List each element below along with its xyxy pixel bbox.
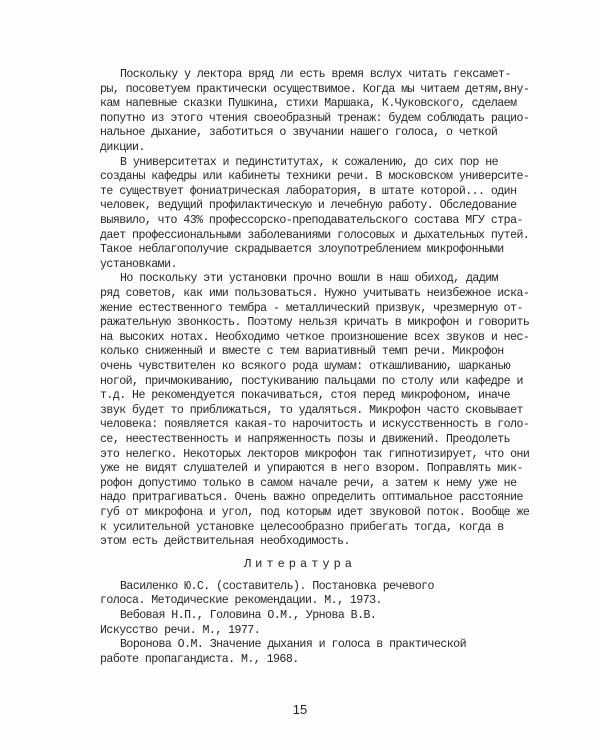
text-line: ражательную звонкость. Поэтому нельзя кричать в микрофон и говорить [100,316,530,330]
text-line: попутно из этого чтения своеобразный тренаж: будем соблюдать рацио- [100,111,530,125]
bibliography-entry: работе пропагандиста. М., 1968. [100,652,299,666]
text-line: надо притрагиваться. Очень важно определить оптимальное расстояние [100,491,523,505]
text-line: очень чувствителен ко всякого рода шумам: откашливанию, шарканью [100,360,511,373]
text-line: ногой, причмокиванию, постукиванию пальцами по столу или кафедре и [100,374,523,388]
text-line: те существует фониатрическая лаборатория, в штате которой... один [100,184,517,198]
text-line: это нелегко. Некоторых лекторов микрофон так гипнотизирует, что они [100,447,530,461]
text-line: на высоких нотах. Необходимо четкое произношение всех звуков и нес- [100,330,530,344]
text-line: человек, ведущий профилактическую и лечебную работу. Обследование [100,199,517,213]
text-line: ры, посоветуем практически осуществимое. Когда мы читаем детям,вну- [100,82,530,96]
bibliography-entry: Искусство речи. М., 1977. [100,623,261,637]
text-line: се, неестественность и напряженность позы и движений. Преодолеть [100,433,511,446]
literature-heading: Литература [243,556,356,571]
text-line: Но поскольку эти установки прочно вошли в наш обиход, дадим [120,272,499,286]
text-line: губ от микрофона и угол, под которым идет звуковой поток. Вообще же [100,506,530,519]
text-line: В университетах и пединститутах, к сожалению, до сих пор не [120,155,499,169]
bibliography-entry: Василенко Ю.С. (составитель). Постановка речевого [120,579,434,593]
text-line: человека: появляется какая-то нарочитость и искусственность в голо- [100,418,530,432]
bibliography-entry: Вебовая Н.П., Головина О.М., Урнова В.В. [120,609,377,622]
bibliography-entry: Воронова О.М. Значение дыхания и голоса в практической [120,638,466,652]
text-line: созданы кафедры или кабинеты техники речи. В московском университе- [100,170,530,184]
text-line: т.д. Не рекомендуется покачиваться, стоя перед микрофоном, иначе [100,389,511,403]
text-line: выявило, что 43% профессорско-преподавательского состава МГУ стра- [100,214,523,227]
text-line: к усилительной установке целесообразно прибегать тогда, когда в [100,520,504,534]
text-line: колько сниженный и вместе с тем вариативный темп речи. Микрофон [100,345,504,359]
text-line: дикции. [100,141,145,154]
text-line: Поскольку у лектора вряд ли есть время вслух читать гексамет- [120,68,511,81]
text-line: кам напевные сказки Пушкина, стихи Маршака, К.Чуковского, сделаем [100,97,517,111]
text-line: нальное дыхание, заботиться о звучании нашего голоса, о четкой [100,126,498,140]
text-line: звук будет то приближаться, то удаляться. Микрофон часто сковывает [100,403,523,417]
text-line: ряд советов, как ими пользоваться. Нужно учитывать неизбежное иска- [100,287,530,300]
text-line: этом есть действительная необходимость. [100,535,350,549]
text-line: рофон допустимо только в самом начале речи, а затем к нему уже не [100,476,517,490]
page-number: 15 [292,702,308,717]
text-line: дает профессиональными заболеваниями голосовых и дыхательных путей. [100,228,530,242]
text-line: установками. [100,257,177,271]
text-line: Такое неблагополучие скрадывается злоупотреблением микрофонными [100,243,504,257]
text-line: жение естественного тембра - металлический призвук, чрезмерную от- [100,301,523,315]
text-line: уже не видят слушателей и упираются в него взором. Поправлять мик- [100,462,523,476]
bibliography-entry: голоса. Методические рекомендации. М., 1973. [100,594,382,608]
